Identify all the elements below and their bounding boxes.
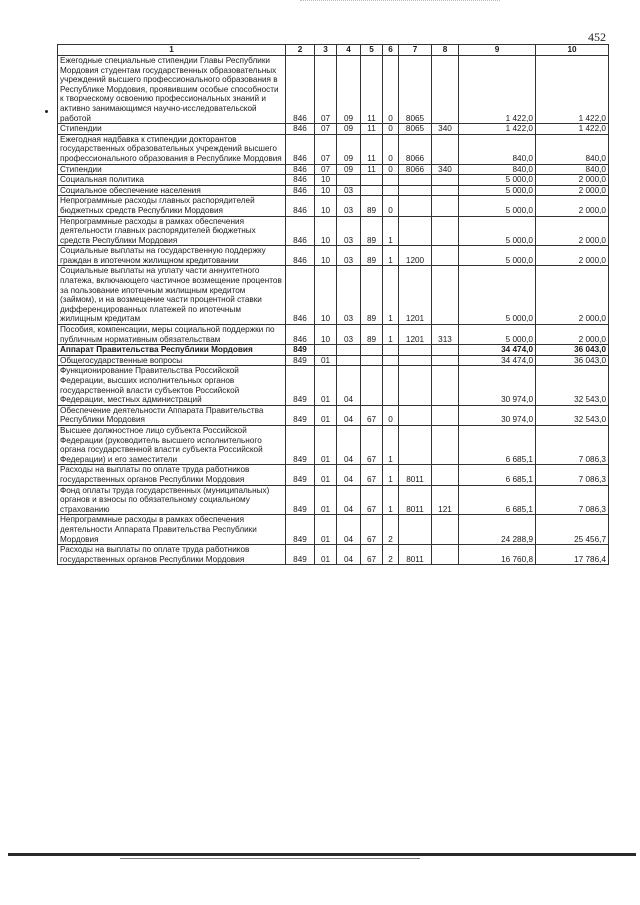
expense-type-cell (432, 345, 459, 356)
expense-type-cell: 340 (432, 164, 459, 175)
amount-year2-cell: 2 000,0 (536, 185, 609, 196)
budget-table (57, 44, 609, 565)
subsection-cell: 04 (337, 405, 361, 425)
subsection-cell: 04 (337, 425, 361, 464)
section-cell: 07 (315, 56, 337, 124)
program-cell (361, 345, 383, 356)
column-header: 8 (432, 45, 459, 56)
section-cell: 10 (315, 175, 337, 186)
form-code-cell: 849 (286, 366, 315, 405)
row-name-cell: Пособия, компенсации, меры социальной поддержки по публичным нормативным обязательствам (58, 325, 286, 345)
table-row (58, 164, 609, 175)
amount-year1-cell: 1 422,0 (459, 56, 536, 124)
column-header: 3 (315, 45, 337, 56)
subprogram-cell: 0 (383, 124, 399, 135)
subsection-cell: 04 (337, 515, 361, 545)
subprogram-cell (383, 175, 399, 186)
subprogram-cell: 2 (383, 545, 399, 565)
form-code-cell: 846 (286, 175, 315, 186)
amount-year1-cell: 5 000,0 (459, 196, 536, 216)
subsection-cell: 04 (337, 485, 361, 515)
expense-type-cell: 340 (432, 124, 459, 135)
expense-type-cell (432, 196, 459, 216)
row-name-cell: Непрограммные расходы главных распорядителей бюджетных средств Республики Мордовия (58, 196, 286, 216)
row-name-cell: Ежегодная надбавка к стипендии докторантов государственных образовательных учреждений высшего профессионального образования в Республике Мордовия (58, 134, 286, 164)
table-header-row (58, 45, 609, 56)
section-cell: 10 (315, 216, 337, 246)
expense-type-cell (432, 216, 459, 246)
amount-year2-cell: 2 000,0 (536, 175, 609, 186)
subprogram-cell (383, 185, 399, 196)
subprogram-cell: 0 (383, 56, 399, 124)
section-cell: 01 (315, 355, 337, 366)
row-name-cell: Социальное обеспечение населения (58, 185, 286, 196)
expense-type-cell: 121 (432, 485, 459, 515)
section-cell: 07 (315, 134, 337, 164)
table-row (58, 175, 609, 186)
table-row (58, 485, 609, 515)
row-name-cell: Расходы на выплаты по оплате труда работников государственных органов Республики Мордовия (58, 545, 286, 565)
table-row (58, 545, 609, 565)
amount-year2-cell: 7 086,3 (536, 485, 609, 515)
amount-year2-cell: 7 086,3 (536, 465, 609, 485)
amount-year1-cell: 5 000,0 (459, 246, 536, 266)
amount-year1-cell: 24 288,9 (459, 515, 536, 545)
row-name-cell: Социальные выплаты на уплату части аннуитетного платежа, включающего частичное возмещение процентов за пользование ипотечным жилищным кредитом (займом), и на возмещение части процентной ставки дифференцированных платежей по ипотечным жилищным кредитам (58, 266, 286, 325)
table-row (58, 465, 609, 485)
subsection-cell: 03 (337, 196, 361, 216)
expense-type-cell (432, 545, 459, 565)
row-name-cell: Стипендии (58, 164, 286, 175)
row-name-cell: Функционирование Правительства Российской Федерации, высших исполнительных органов государственной власти субъектов Российской Федерации, местных администраций (58, 366, 286, 405)
subsection-cell (337, 355, 361, 366)
program-cell: 89 (361, 325, 383, 345)
page-number: 452 (588, 30, 606, 44)
section-cell (315, 345, 337, 356)
subsection-cell: 03 (337, 216, 361, 246)
program-cell: 89 (361, 216, 383, 246)
program-cell: 11 (361, 124, 383, 135)
amount-year1-cell: 34 474,0 (459, 355, 536, 366)
program-cell: 89 (361, 266, 383, 325)
expense-type-cell: 313 (432, 325, 459, 345)
table-row (58, 405, 609, 425)
program-cell (361, 366, 383, 405)
subsection-cell: 03 (337, 325, 361, 345)
form-code-cell: 846 (286, 196, 315, 216)
amount-year2-cell: 32 543,0 (536, 405, 609, 425)
expense-type-cell (432, 425, 459, 464)
section-cell: 01 (315, 545, 337, 565)
table-row (58, 56, 609, 124)
expense-type-cell (432, 56, 459, 124)
column-header: 6 (383, 45, 399, 56)
subsection-cell: 04 (337, 465, 361, 485)
subprogram-cell (383, 366, 399, 405)
row-name-cell: Общегосударственные вопросы (58, 355, 286, 366)
page-bottom-rule (8, 853, 636, 856)
amount-year1-cell: 30 974,0 (459, 366, 536, 405)
amount-year1-cell: 5 000,0 (459, 266, 536, 325)
program-cell: 67 (361, 425, 383, 464)
table-row (58, 124, 609, 135)
section-cell: 10 (315, 185, 337, 196)
column-header: 5 (361, 45, 383, 56)
subsection-cell: 09 (337, 124, 361, 135)
form-code-cell: 849 (286, 515, 315, 545)
program-cell: 11 (361, 164, 383, 175)
form-code-cell: 849 (286, 425, 315, 464)
scan-artifact-dot (45, 110, 48, 113)
row-name-cell: Непрограммные расходы в рамках обеспечения деятельности главных распорядителей бюджетных средств Республики Мордовия (58, 216, 286, 246)
section-cell: 07 (315, 164, 337, 175)
subprogram-cell: 1 (383, 465, 399, 485)
program-cell (361, 175, 383, 186)
column-header: 9 (459, 45, 536, 56)
section-cell: 01 (315, 515, 337, 545)
subprogram-cell: 0 (383, 196, 399, 216)
amount-year1-cell: 16 760,8 (459, 545, 536, 565)
article-cell: 1201 (399, 266, 432, 325)
subsection-cell: 04 (337, 545, 361, 565)
expense-type-cell (432, 266, 459, 325)
row-name-cell: Социальная политика (58, 175, 286, 186)
amount-year2-cell: 7 086,3 (536, 425, 609, 464)
section-cell: 01 (315, 366, 337, 405)
article-cell: 8066 (399, 164, 432, 175)
amount-year1-cell: 30 974,0 (459, 405, 536, 425)
form-code-cell: 846 (286, 266, 315, 325)
article-cell (399, 405, 432, 425)
section-cell: 07 (315, 124, 337, 135)
row-name-cell: Высшее должностное лицо субъекта Российской Федерации (руководитель высшего исполнительного органа государственной власти субъекта Российской Федерации) и его заместители (58, 425, 286, 464)
subprogram-cell (383, 355, 399, 366)
article-cell (399, 425, 432, 464)
form-code-cell: 846 (286, 325, 315, 345)
section-cell: 10 (315, 246, 337, 266)
program-cell: 67 (361, 545, 383, 565)
amount-year1-cell: 840,0 (459, 164, 536, 175)
row-name-cell: Стипендии (58, 124, 286, 135)
article-cell: 8011 (399, 465, 432, 485)
article-cell (399, 185, 432, 196)
program-cell: 67 (361, 515, 383, 545)
scan-artifact-top (300, 0, 500, 7)
amount-year1-cell: 840,0 (459, 134, 536, 164)
subprogram-cell: 1 (383, 325, 399, 345)
row-name-cell: Социальные выплаты на государственную поддержку граждан в ипотечном жилищном кредитовании (58, 246, 286, 266)
page-bottom-rule-thin (120, 858, 420, 859)
section-cell: 01 (315, 465, 337, 485)
program-cell (361, 355, 383, 366)
article-cell (399, 196, 432, 216)
section-cell: 10 (315, 266, 337, 325)
column-header: 1 (58, 45, 286, 56)
subprogram-cell: 1 (383, 425, 399, 464)
article-cell: 1200 (399, 246, 432, 266)
form-code-cell: 846 (286, 216, 315, 246)
row-name-cell: Фонд оплаты труда государственных (муниципальных) органов и взносы по обязательному социальному страхованию (58, 485, 286, 515)
article-cell: 8065 (399, 124, 432, 135)
section-cell: 10 (315, 325, 337, 345)
program-cell (361, 185, 383, 196)
amount-year2-cell: 2 000,0 (536, 246, 609, 266)
section-cell: 10 (315, 196, 337, 216)
article-cell (399, 355, 432, 366)
subprogram-cell: 0 (383, 405, 399, 425)
subprogram-cell: 0 (383, 134, 399, 164)
program-cell: 11 (361, 56, 383, 124)
program-cell: 11 (361, 134, 383, 164)
subsection-cell: 09 (337, 134, 361, 164)
subsection-cell (337, 345, 361, 356)
article-cell: 8011 (399, 545, 432, 565)
column-header: 4 (337, 45, 361, 56)
form-code-cell: 849 (286, 405, 315, 425)
subsection-cell: 09 (337, 56, 361, 124)
column-header: 10 (536, 45, 609, 56)
article-cell: 8011 (399, 485, 432, 515)
subsection-cell: 04 (337, 366, 361, 405)
expense-type-cell (432, 246, 459, 266)
form-code-cell: 846 (286, 124, 315, 135)
expense-type-cell (432, 405, 459, 425)
program-cell: 89 (361, 246, 383, 266)
row-name-cell: Ежегодные специальные стипендии Главы Республики Мордовия студентам государственных образовательных учреждений высшего профессионального образования в Республике Мордовия, проявившим особые способности к творческому освоению профессиональных знаний и активно занимающимся научно-исследовательской работой (58, 56, 286, 124)
table-row (58, 134, 609, 164)
form-code-cell: 849 (286, 545, 315, 565)
amount-year2-cell: 840,0 (536, 164, 609, 175)
subprogram-cell: 1 (383, 246, 399, 266)
table-row (58, 355, 609, 366)
amount-year2-cell: 1 422,0 (536, 124, 609, 135)
form-code-cell: 849 (286, 485, 315, 515)
expense-type-cell (432, 134, 459, 164)
amount-year1-cell: 5 000,0 (459, 216, 536, 246)
table-body (58, 56, 609, 565)
section-cell: 01 (315, 405, 337, 425)
subprogram-cell: 2 (383, 515, 399, 545)
amount-year2-cell: 17 786,4 (536, 545, 609, 565)
column-header: 7 (399, 45, 432, 56)
amount-year2-cell: 36 043,0 (536, 355, 609, 366)
form-code-cell: 846 (286, 185, 315, 196)
article-cell (399, 175, 432, 186)
program-cell: 67 (361, 485, 383, 515)
table-row (58, 196, 609, 216)
subprogram-cell: 1 (383, 266, 399, 325)
amount-year1-cell: 6 685,1 (459, 485, 536, 515)
article-cell: 8066 (399, 134, 432, 164)
subprogram-cell: 1 (383, 216, 399, 246)
expense-type-cell (432, 366, 459, 405)
form-code-cell: 846 (286, 56, 315, 124)
table-row (58, 366, 609, 405)
amount-year1-cell: 6 685,1 (459, 425, 536, 464)
column-header: 2 (286, 45, 315, 56)
amount-year1-cell: 34 474,0 (459, 345, 536, 356)
subprogram-cell (383, 345, 399, 356)
amount-year2-cell: 32 543,0 (536, 366, 609, 405)
section-cell: 01 (315, 425, 337, 464)
amount-year2-cell: 2 000,0 (536, 266, 609, 325)
row-name-cell: Обеспечение деятельности Аппарата Правительства Республики Мордовия (58, 405, 286, 425)
table-row (58, 515, 609, 545)
subsection-cell: 03 (337, 266, 361, 325)
amount-year1-cell: 5 000,0 (459, 185, 536, 196)
row-name-cell: Непрограммные расходы в рамках обеспечения деятельности Аппарата Правительства Республики Мордовия (58, 515, 286, 545)
amount-year2-cell: 2 000,0 (536, 325, 609, 345)
amount-year1-cell: 1 422,0 (459, 124, 536, 135)
expense-type-cell (432, 185, 459, 196)
table-row (58, 325, 609, 345)
article-cell (399, 366, 432, 405)
table-row (58, 185, 609, 196)
subprogram-cell: 0 (383, 164, 399, 175)
table-row (58, 425, 609, 464)
program-cell: 67 (361, 405, 383, 425)
expense-type-cell (432, 465, 459, 485)
row-name-cell: Аппарат Правительства Республики Мордовия (58, 345, 286, 356)
form-code-cell: 846 (286, 246, 315, 266)
table-row (58, 246, 609, 266)
table-row (58, 345, 609, 356)
form-code-cell: 849 (286, 345, 315, 356)
expense-type-cell (432, 355, 459, 366)
amount-year2-cell: 2 000,0 (536, 196, 609, 216)
article-cell (399, 345, 432, 356)
form-code-cell: 846 (286, 164, 315, 175)
amount-year2-cell: 1 422,0 (536, 56, 609, 124)
amount-year2-cell: 840,0 (536, 134, 609, 164)
article-cell (399, 216, 432, 246)
article-cell (399, 515, 432, 545)
row-name-cell: Расходы на выплаты по оплате труда работников государственных органов Республики Мордовия (58, 465, 286, 485)
form-code-cell: 849 (286, 465, 315, 485)
amount-year2-cell: 36 043,0 (536, 345, 609, 356)
table-row (58, 216, 609, 246)
expense-type-cell (432, 515, 459, 545)
subsection-cell: 09 (337, 164, 361, 175)
amount-year1-cell: 5 000,0 (459, 325, 536, 345)
form-code-cell: 846 (286, 134, 315, 164)
section-cell: 01 (315, 485, 337, 515)
program-cell: 67 (361, 465, 383, 485)
amount-year2-cell: 25 456,7 (536, 515, 609, 545)
amount-year2-cell: 2 000,0 (536, 216, 609, 246)
subprogram-cell: 1 (383, 485, 399, 515)
article-cell: 8065 (399, 56, 432, 124)
amount-year1-cell: 6 685,1 (459, 465, 536, 485)
program-cell: 89 (361, 196, 383, 216)
subsection-cell (337, 175, 361, 186)
amount-year1-cell: 5 000,0 (459, 175, 536, 186)
subsection-cell: 03 (337, 246, 361, 266)
expense-type-cell (432, 175, 459, 186)
article-cell: 1201 (399, 325, 432, 345)
form-code-cell: 849 (286, 355, 315, 366)
table-row (58, 266, 609, 325)
subsection-cell: 03 (337, 185, 361, 196)
